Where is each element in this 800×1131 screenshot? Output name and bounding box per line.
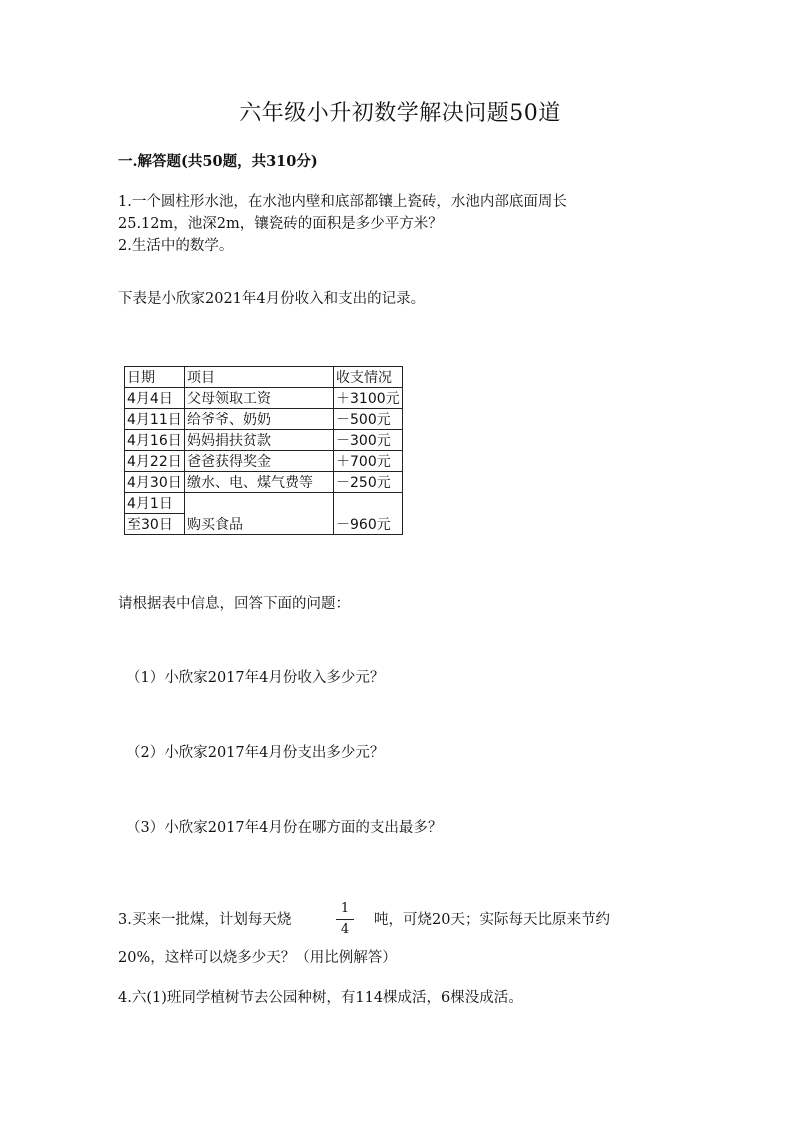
table-cell-item: 爸爸获得奖金 [185, 451, 334, 472]
table-cell-amount: ＋3100元 [334, 388, 403, 409]
table-row [125, 493, 403, 514]
table-row [125, 409, 403, 430]
question-2-sub-3: （3）小欣家2017年4月份在哪方面的支出最多？ [126, 820, 443, 836]
table-header-row [125, 367, 403, 388]
question-1-line-2: 25.12m，池深2m，镶瓷砖的面积是多少平方米？ [118, 216, 443, 232]
table-cell-date: 4月30日 [125, 472, 185, 493]
table-row [125, 451, 403, 472]
table-cell-date: 4月22日 [125, 451, 185, 472]
income-expense-table [124, 366, 403, 535]
table-cell-date: 4月4日 [125, 388, 185, 409]
question-2-title: 2.生活中的数学。 [118, 238, 234, 254]
question-3-line-2: 20%，这样可以烧多少天？（用比例解答） [118, 950, 397, 966]
question-4: 4.六(1)班同学植树节去公园种树，有114棵成活，6棵没成活。 [118, 990, 523, 1006]
table-cell-item: 购买食品 [185, 493, 334, 535]
table-cell-amount: ＋700元 [334, 451, 403, 472]
table-cell-amount: －500元 [334, 409, 403, 430]
question-3-part-1: 3.买来一批煤，计划每天烧 [118, 912, 292, 928]
table-cell-date: 至30日 [125, 514, 185, 535]
table-cell-item: 缴水、电、煤气费等 [185, 472, 334, 493]
table-cell-item: 妈妈捐扶贫款 [185, 430, 334, 451]
question-2-sub-1: （1）小欣家2017年4月份收入多少元？ [126, 670, 385, 686]
table-cell-date: 4月16日 [125, 430, 185, 451]
table-cell-date: 4月1日 [125, 493, 185, 514]
page-title: 六年级小升初数学解决问题50道 [239, 101, 561, 126]
fraction-denominator: 4 [340, 922, 350, 937]
question-2-intro: 下表是小欣家2021年4月份收入和支出的记录。 [118, 291, 426, 307]
table-row [125, 430, 403, 451]
table-cell-amount: －300元 [334, 430, 403, 451]
section-heading: 一.解答题(共50题，共310分) [118, 153, 318, 170]
table-cell-date: 4月11日 [125, 409, 185, 430]
question-2-sub-2: （2）小欣家2017年4月份支出多少元？ [126, 745, 385, 761]
table-row [125, 472, 403, 493]
table-header-cell: 项目 [185, 367, 334, 388]
table-cell-amount: －250元 [334, 472, 403, 493]
table-cell-item: 父母领取工资 [185, 388, 334, 409]
question-2-prompt: 请根据表中信息，回答下面的问题： [118, 596, 350, 612]
question-3-part-2: 吨，可烧20天；实际每天比原来节约 [374, 912, 610, 928]
question-1-line-1: 1.一个圆柱形水池，在水池内壁和底部都镶上瓷砖，水池内部底面周长 [118, 194, 567, 210]
table-cell-amount: －960元 [334, 493, 403, 535]
fraction-numerator: 1 [340, 901, 350, 916]
table-cell-item: 给爷爷、奶奶 [185, 409, 334, 430]
table-header-cell: 日期 [125, 367, 185, 388]
table-row [125, 388, 403, 409]
fraction-bar [336, 919, 354, 920]
table-header-cell: 收支情况 [334, 367, 403, 388]
fraction-one-quarter [336, 902, 354, 937]
